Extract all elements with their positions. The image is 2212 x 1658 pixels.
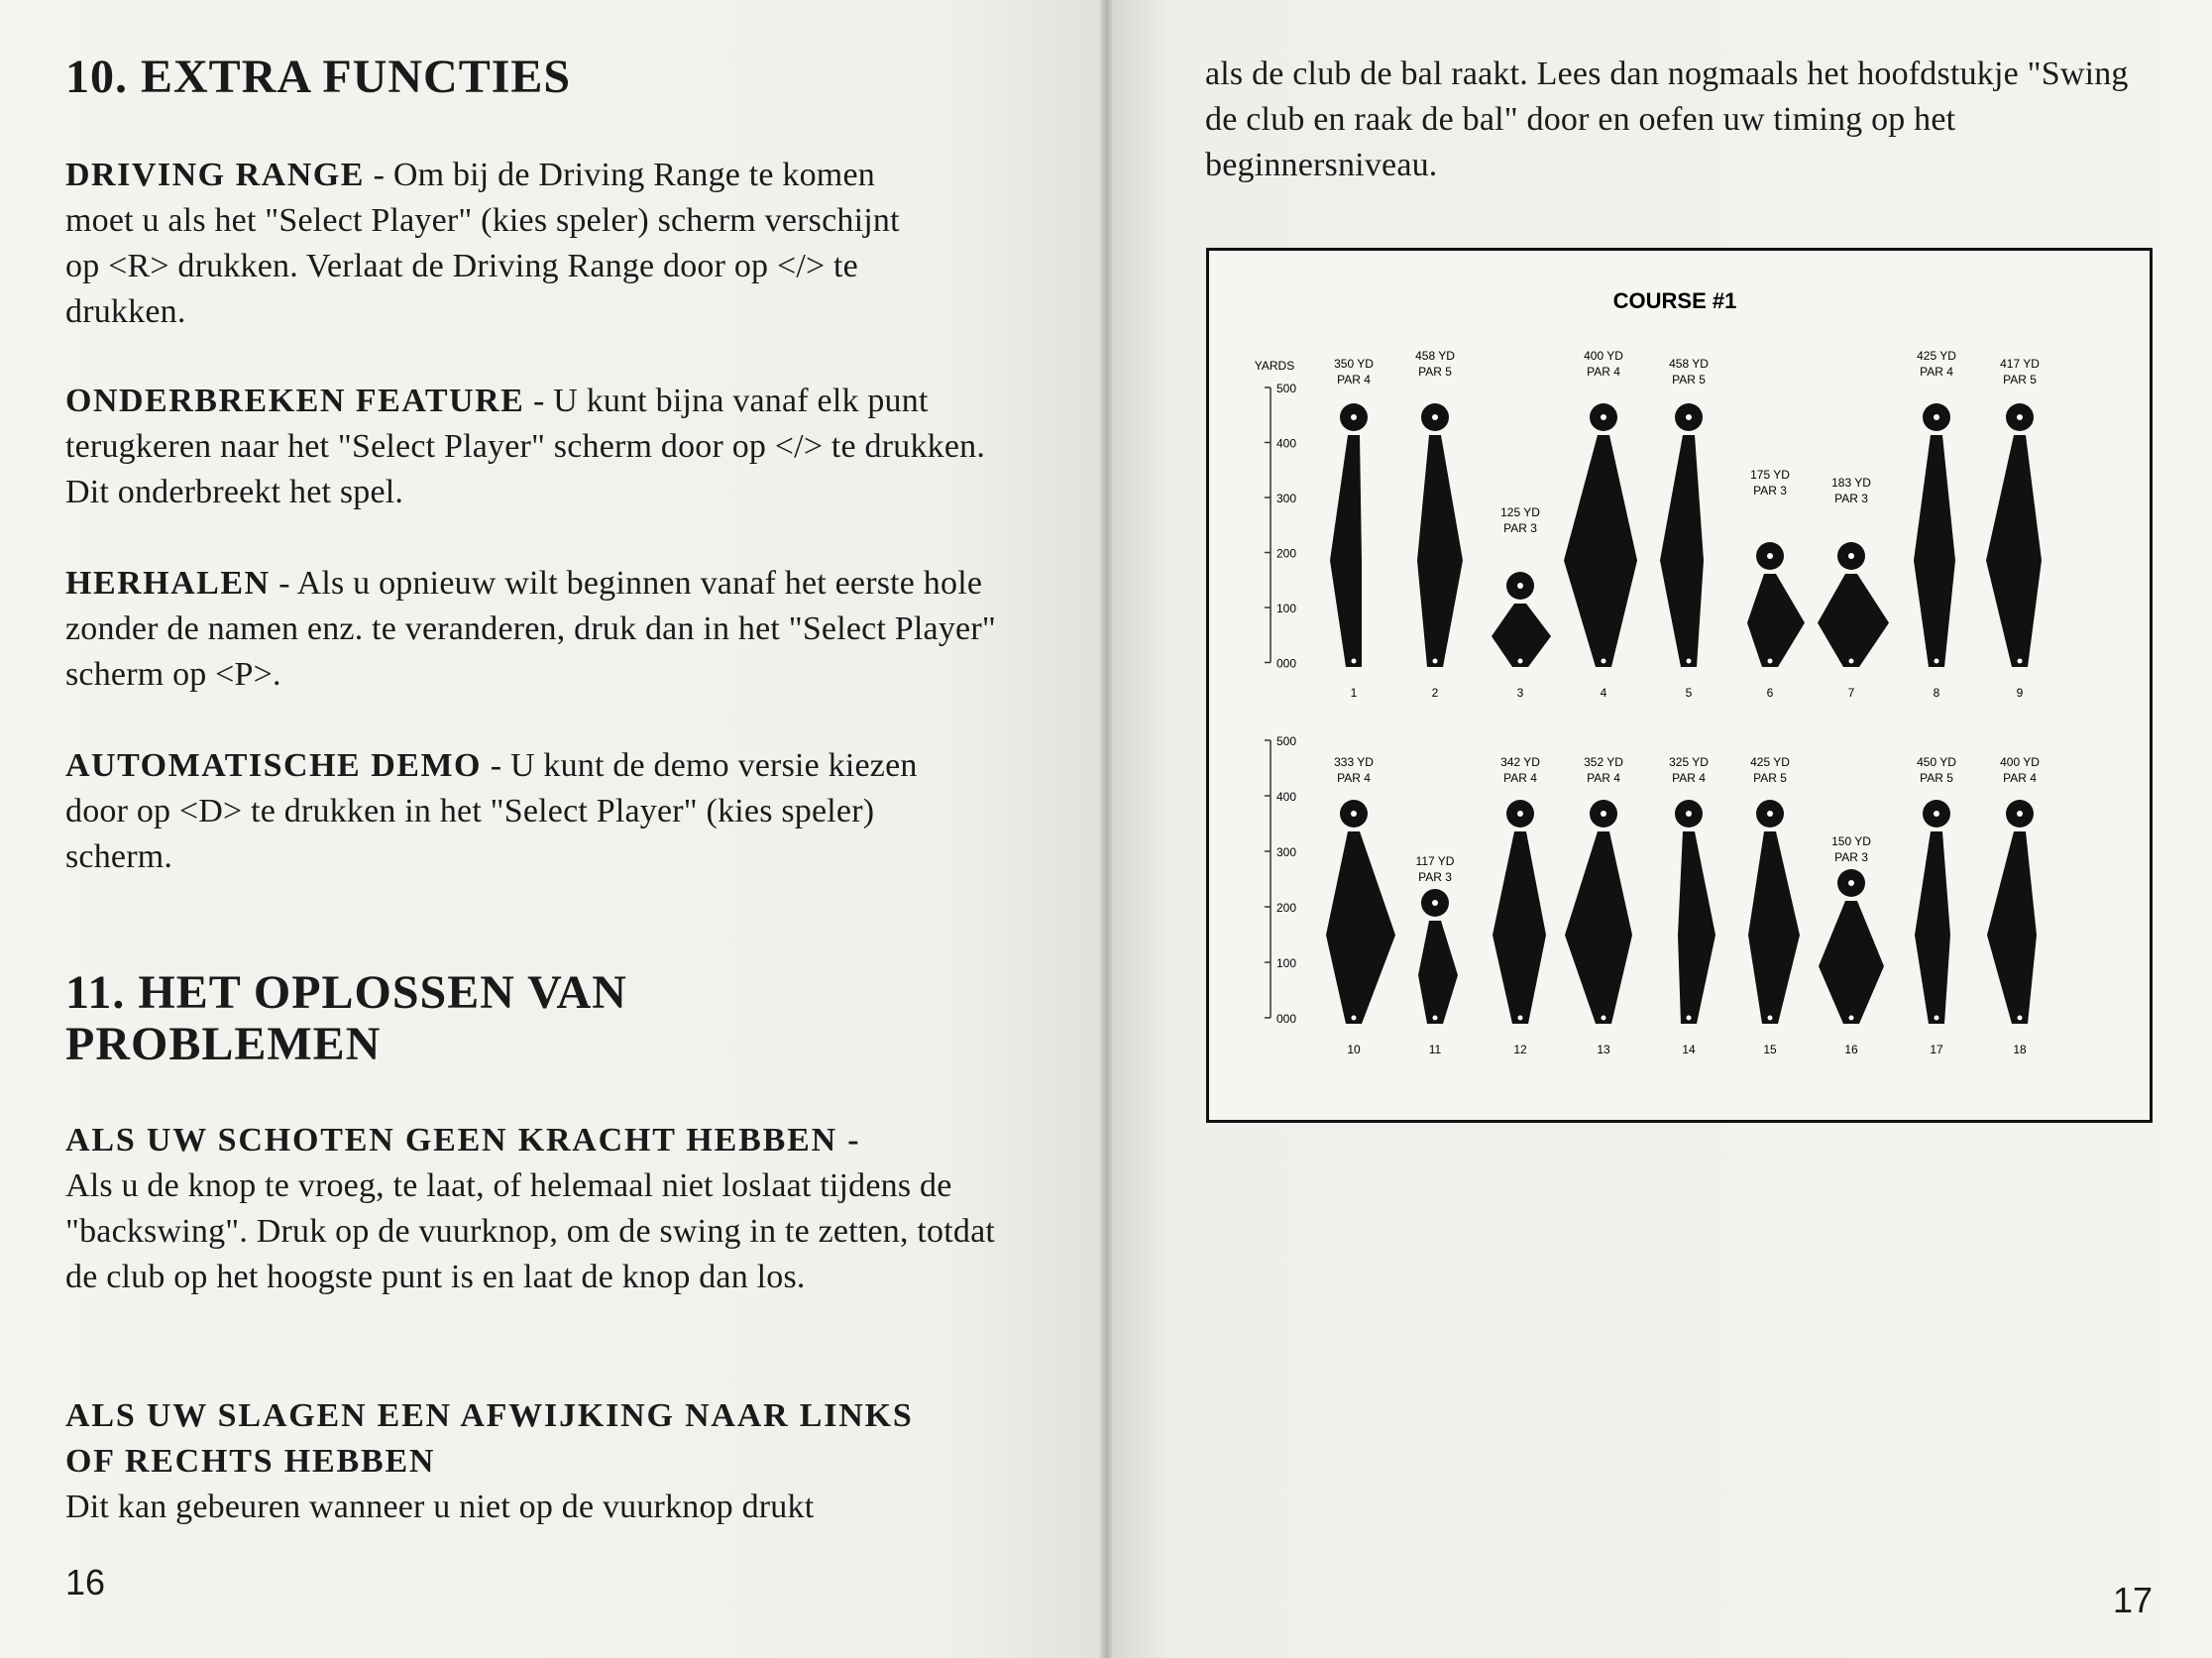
hole-number: 16 <box>1844 1043 1858 1056</box>
hole-yardage: 350 YD <box>1334 357 1374 371</box>
hole-yardage: 425 YD <box>1917 349 1956 363</box>
course-map-svg <box>1209 251 2150 1120</box>
hole-tee <box>1687 659 1692 664</box>
hole-yardage: 333 YD <box>1334 755 1374 769</box>
deviation-paragraph <box>65 1393 1007 1530</box>
hole-par: PAR 4 <box>1587 365 1620 379</box>
hole-number: 3 <box>1516 686 1524 700</box>
hole-tee <box>1352 1016 1357 1021</box>
hole-fairway <box>1492 604 1551 667</box>
hole-tee <box>1602 1016 1606 1021</box>
hole-fairway <box>1660 435 1704 667</box>
book-spine <box>1100 0 1112 1658</box>
hole-number: 12 <box>1513 1043 1527 1056</box>
bottom-tick-label: 500 <box>1276 734 1297 748</box>
hole-fairway <box>1748 831 1800 1024</box>
pause-feature-lead: ONDERBREKEN FEATURE <box>65 383 525 419</box>
hole-number: 5 <box>1685 686 1693 700</box>
hole-12 <box>1493 755 1546 1056</box>
hole-13 <box>1565 755 1632 1056</box>
axis-bottom <box>1265 734 1296 1026</box>
hole-number: 17 <box>1930 1043 1943 1056</box>
deviation-text: Dit kan gebeuren wanneer u niet op de vuurknop drukt <box>65 1489 815 1525</box>
hole-number: 1 <box>1350 686 1358 700</box>
hole-number: 18 <box>2013 1043 2027 1056</box>
hole-number: 9 <box>2016 686 2024 700</box>
hole-par: PAR 5 <box>2003 373 2037 387</box>
hole-yardage: 458 YD <box>1669 357 1709 371</box>
hole-par: PAR 4 <box>1672 771 1706 785</box>
hole-18 <box>1987 755 2040 1056</box>
hole-6 <box>1747 468 1805 700</box>
hole-fairway <box>1915 831 1950 1024</box>
hole-tee <box>1768 659 1773 664</box>
continuation-text: als de club de bal raakt. Lees dan nogmaals het hoofdstukje "Swing de club en raak de bal" door en oefen uw timing op het beginnersniveau. <box>1205 55 2129 183</box>
hole-8 <box>1914 349 1956 700</box>
hole-cup <box>1432 900 1438 906</box>
hole-tee <box>2018 1016 2023 1021</box>
top-tick-label: 100 <box>1276 602 1297 615</box>
hole-tee <box>1935 1016 1939 1021</box>
hole-fairway <box>1493 831 1546 1024</box>
hole-par: PAR 5 <box>1920 771 1953 785</box>
axis-top <box>1265 382 1296 671</box>
hole-yardage: 352 YD <box>1584 755 1623 769</box>
hole-cup <box>1517 583 1523 589</box>
hole-number: 11 <box>1428 1043 1442 1056</box>
hole-17 <box>1915 755 1956 1056</box>
hole-yardage: 400 YD <box>2000 755 2040 769</box>
hole-number: 14 <box>1682 1043 1696 1056</box>
hole-yardage: 125 YD <box>1500 505 1540 519</box>
repeat-text: - Als u opnieuw wilt beginnen vanaf het eerste hole zonder de namen enz. te veranderen, druk dan in het "Select Player" scherm op <P>. <box>65 565 996 693</box>
yards-axis-label: YARDS <box>1254 359 1295 373</box>
page-number-left: 16 <box>65 1562 106 1603</box>
auto-demo-text: - U kunt de demo versie kiezen door op <D> te drukken in het "Select Player" (kies speler) scherm. <box>65 747 918 875</box>
hole-14 <box>1669 755 1715 1056</box>
hole-cup <box>1686 414 1692 420</box>
hole-number: 10 <box>1347 1043 1361 1056</box>
pause-feature-text: - U kunt bijna vanaf elk punt terugkeren naar het "Select Player" scherm door op </> te drukken. Dit onderbreekt het spel. <box>65 383 986 510</box>
driving-range-text: - Om bij de Driving Range te komen moet u als het "Select Player" (kies speler) scherm verschijnt op <R> drukken. Verlaat de Driving Range door op </> te drukken. <box>65 157 900 330</box>
hole-fairway <box>1330 435 1362 667</box>
hole-cup <box>1351 811 1357 817</box>
hole-tee <box>1602 659 1606 664</box>
top-tick-label: 500 <box>1276 382 1297 395</box>
hole-tee <box>1352 659 1357 664</box>
hole-fairway <box>1818 574 1889 667</box>
hole-par: PAR 4 <box>1920 365 1953 379</box>
hole-par: PAR 4 <box>1337 373 1371 387</box>
top-tick-label: 200 <box>1276 546 1297 561</box>
hole-number: 13 <box>1597 1043 1610 1056</box>
bottom-tick-label: 400 <box>1276 790 1297 804</box>
hole-par: PAR 3 <box>1418 870 1452 884</box>
hole-par: PAR 5 <box>1672 373 1706 387</box>
hole-tee <box>1849 1016 1854 1021</box>
hole-tee <box>2018 659 2023 664</box>
course-map-figure <box>1206 248 2153 1123</box>
hole-cup <box>1934 811 1939 817</box>
hole-number: 15 <box>1763 1043 1777 1056</box>
bottom-tick-label: 200 <box>1276 901 1297 915</box>
hole-fairway <box>1326 831 1395 1024</box>
hole-fairway <box>1564 435 1637 667</box>
hole-par: PAR 4 <box>1587 771 1620 785</box>
course-title: COURSE #1 <box>1612 288 1737 313</box>
hole-par: PAR 3 <box>1834 492 1868 505</box>
hole-fairway <box>1565 831 1632 1024</box>
hole-cup <box>1767 553 1773 559</box>
hole-yardage: 458 YD <box>1415 349 1455 363</box>
hole-par: PAR 3 <box>1753 484 1787 497</box>
hole-yardage: 417 YD <box>2000 357 2040 371</box>
hole-tee <box>1518 659 1523 664</box>
section-10-title: 10. EXTRA FUNCTIES <box>65 51 572 103</box>
repeat-lead: HERHALEN <box>65 565 271 602</box>
hole-fairway <box>1418 921 1458 1024</box>
hole-tee <box>1768 1016 1773 1021</box>
hole-cup <box>2017 414 2023 420</box>
hole-fairway <box>1986 435 2042 667</box>
driving-range-paragraph <box>65 153 1007 335</box>
hole-tee <box>1935 659 1939 664</box>
hole-fairway <box>1747 574 1805 667</box>
hole-cup <box>1601 414 1606 420</box>
hole-fairway <box>1987 831 2037 1024</box>
hole-number: 7 <box>1847 686 1855 700</box>
hole-fairway <box>1819 901 1884 1024</box>
auto-demo-paragraph <box>65 743 1007 880</box>
hole-cup <box>1848 880 1854 886</box>
hole-15 <box>1748 755 1800 1056</box>
hole-par: PAR 3 <box>1503 521 1537 535</box>
hole-number: 8 <box>1933 686 1940 700</box>
page-number-right: 17 <box>2113 1580 2154 1620</box>
hole-fairway <box>1417 435 1463 667</box>
holes-group <box>1326 349 2042 1056</box>
hole-yardage: 450 YD <box>1917 755 1956 769</box>
hole-tee <box>1849 659 1854 664</box>
hole-yardage: 425 YD <box>1750 755 1790 769</box>
hole-tee <box>1433 1016 1438 1021</box>
hole-fairway <box>1914 435 1955 667</box>
top-tick-label: 000 <box>1276 656 1297 671</box>
hole-cup <box>1351 414 1357 420</box>
hole-1 <box>1330 357 1374 700</box>
driving-range-lead: DRIVING RANGE <box>65 157 365 193</box>
hole-yardage: 342 YD <box>1500 755 1540 769</box>
hole-tee <box>1433 659 1438 664</box>
no-power-paragraph <box>65 1118 1007 1300</box>
hole-yardage: 150 YD <box>1831 834 1871 848</box>
bottom-tick-label: 000 <box>1276 1012 1297 1026</box>
hole-16 <box>1819 834 1884 1056</box>
hole-cup <box>1767 811 1773 817</box>
hole-2 <box>1415 349 1463 700</box>
hole-cup <box>1432 414 1438 420</box>
hole-11 <box>1416 854 1458 1056</box>
auto-demo-lead: AUTOMATISCHE DEMO <box>65 747 483 784</box>
hole-par: PAR 4 <box>2003 771 2037 785</box>
hole-yardage: 117 YD <box>1415 854 1455 868</box>
bottom-tick-label: 100 <box>1276 956 1297 970</box>
hole-par: PAR 3 <box>1834 850 1868 864</box>
hole-10 <box>1326 755 1395 1056</box>
repeat-paragraph <box>65 561 1007 698</box>
hole-9 <box>1986 357 2042 700</box>
hole-par: PAR 4 <box>1503 771 1537 785</box>
hole-cup <box>1848 553 1854 559</box>
top-tick-label: 300 <box>1276 492 1297 505</box>
no-power-heading: ALS UW SCHOTEN GEEN KRACHT HEBBEN - <box>65 1122 861 1159</box>
hole-yardage: 183 YD <box>1831 476 1871 490</box>
hole-yardage: 325 YD <box>1669 755 1709 769</box>
hole-cup <box>2017 811 2023 817</box>
hole-yardage: 400 YD <box>1584 349 1623 363</box>
hole-5 <box>1660 357 1709 700</box>
no-power-text: Als u de knop te vroeg, te laat, of helemaal niet loslaat tijdens de "backswing". Druk op de vuurknop, om de swing in te zetten, totdat de club op het hoogste punt is en laat de knop dan los. <box>65 1167 996 1295</box>
hole-number: 6 <box>1766 686 1774 700</box>
section-11-title: 11. HET OPLOSSEN VAN PROBLEMEN <box>65 966 627 1070</box>
hole-cup <box>1601 811 1606 817</box>
hole-tee <box>1687 1016 1692 1021</box>
hole-par: PAR 5 <box>1753 771 1787 785</box>
hole-par: PAR 4 <box>1337 771 1371 785</box>
hole-7 <box>1818 476 1889 700</box>
hole-number: 4 <box>1600 686 1607 700</box>
hole-number: 2 <box>1431 686 1439 700</box>
bottom-tick-label: 300 <box>1276 845 1297 859</box>
hole-cup <box>1934 414 1939 420</box>
pause-feature-paragraph <box>65 379 1007 515</box>
hole-tee <box>1518 1016 1523 1021</box>
hole-3 <box>1492 505 1551 700</box>
hole-yardage: 175 YD <box>1750 468 1790 482</box>
deviation-heading: ALS UW SLAGEN EEN AFWIJKING NAAR LINKS OF RECHTS HEBBEN <box>65 1397 914 1480</box>
top-tick-label: 400 <box>1276 436 1297 451</box>
hole-cup <box>1686 811 1692 817</box>
hole-cup <box>1517 811 1523 817</box>
hole-4 <box>1564 349 1637 700</box>
hole-par: PAR 5 <box>1418 365 1452 379</box>
hole-fairway <box>1678 831 1715 1024</box>
